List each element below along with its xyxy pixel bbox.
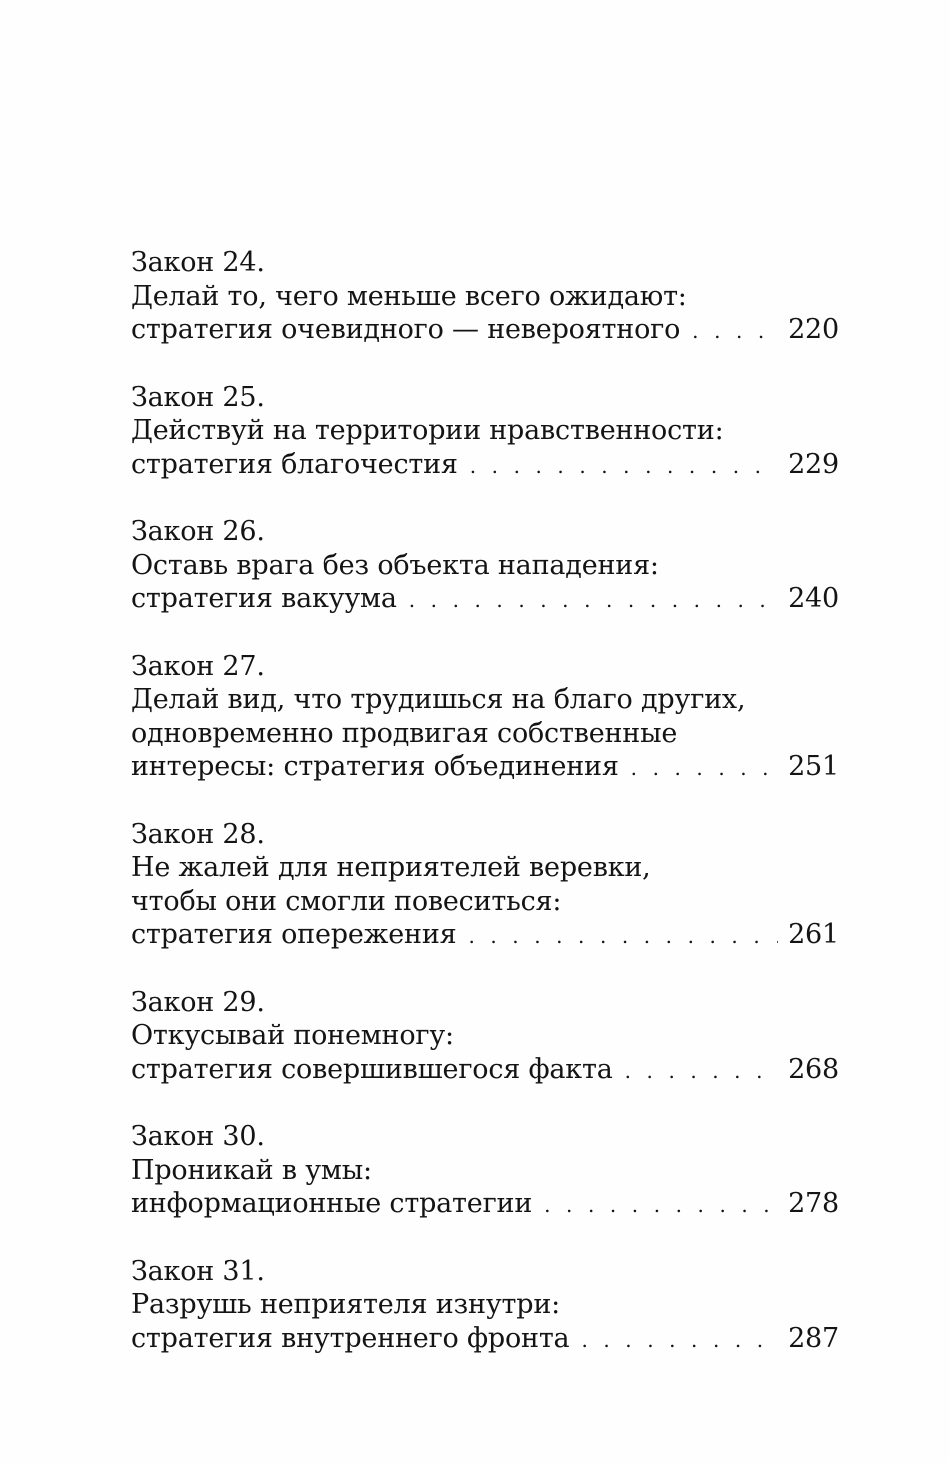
toc-entry xyxy=(131,650,839,784)
dot-leader xyxy=(631,752,778,786)
dot-leader xyxy=(409,584,778,618)
law-number: Закон 31. xyxy=(131,1255,265,1287)
page-number: 268 xyxy=(788,1053,839,1085)
law-number: Закон 30. xyxy=(131,1121,265,1152)
toc-entry xyxy=(131,246,839,347)
law-title-line: Делай то, чего меньше всего ожидают: xyxy=(131,280,687,312)
page-number: 287 xyxy=(788,1322,839,1354)
strategy-title: стратегия опережения xyxy=(131,919,457,950)
dot-leader xyxy=(468,920,778,954)
strategy-title: информационные стратегии xyxy=(131,1188,533,1219)
toc-entry xyxy=(131,1255,839,1356)
strategy-title: стратегия внутреннего фронта xyxy=(131,1322,570,1354)
toc-entry xyxy=(131,381,839,482)
toc-entry xyxy=(131,818,839,952)
law-number: Закон 29. xyxy=(131,986,265,1018)
toc-entry xyxy=(131,1120,839,1221)
law-number: Закон 26. xyxy=(131,516,265,547)
dot-leader xyxy=(544,1189,778,1223)
law-title-line: Откусывай понемногу: xyxy=(131,1020,454,1051)
toc-entry xyxy=(131,515,839,616)
toc-entry-final-line xyxy=(131,582,839,616)
law-title-line: Действуй на территории нравственности: xyxy=(131,415,724,446)
page-number: 278 xyxy=(788,1188,839,1219)
dot-leader xyxy=(625,1055,778,1089)
toc-entry-final-line xyxy=(131,750,839,784)
law-title-line: Проникай в умы: xyxy=(131,1154,372,1186)
dot-leader xyxy=(581,1324,778,1358)
law-number: Закон 27. xyxy=(131,650,265,682)
page-number: 220 xyxy=(788,314,839,345)
law-title-line: чтобы они смогли повеситься: xyxy=(131,885,562,917)
strategy-title: интересы: стратегия объединения xyxy=(131,751,619,782)
page-number: 240 xyxy=(788,583,839,614)
law-number: Закон 28. xyxy=(131,818,265,850)
toc-entry-final-line xyxy=(131,918,839,952)
strategy-title: стратегия очевидного — невероятного xyxy=(131,314,681,345)
toc-entry-final-line xyxy=(131,1053,839,1087)
law-title-line: Делай вид, что трудишься на благо других, xyxy=(131,684,746,715)
strategy-title: стратегия благочестия xyxy=(131,448,458,480)
dot-leader xyxy=(470,450,778,484)
law-title-line: Не жалей для неприятелей веревки, xyxy=(131,852,651,883)
law-title-line: Разрушь неприятеля изнутри: xyxy=(131,1289,561,1320)
page-number: 261 xyxy=(788,919,839,950)
toc-entry-final-line xyxy=(131,1322,839,1356)
toc-entry xyxy=(131,986,839,1087)
law-title-line: одновременно продвигая собственные xyxy=(131,717,678,749)
law-number: Закон 25. xyxy=(131,381,265,413)
strategy-title: стратегия совершившегося факта xyxy=(131,1053,613,1085)
page-number: 251 xyxy=(788,751,839,782)
dot-leader xyxy=(692,315,778,349)
law-title-line: Оставь врага без объекта нападения: xyxy=(131,549,659,581)
strategy-title: стратегия вакуума xyxy=(131,583,397,614)
toc-entry-final-line xyxy=(131,1187,839,1221)
law-number: Закон 24. xyxy=(131,247,265,278)
toc-entry-final-line xyxy=(131,448,839,482)
table-of-contents xyxy=(131,246,839,1389)
page-number: 229 xyxy=(788,448,839,480)
toc-entry-final-line xyxy=(131,313,839,347)
